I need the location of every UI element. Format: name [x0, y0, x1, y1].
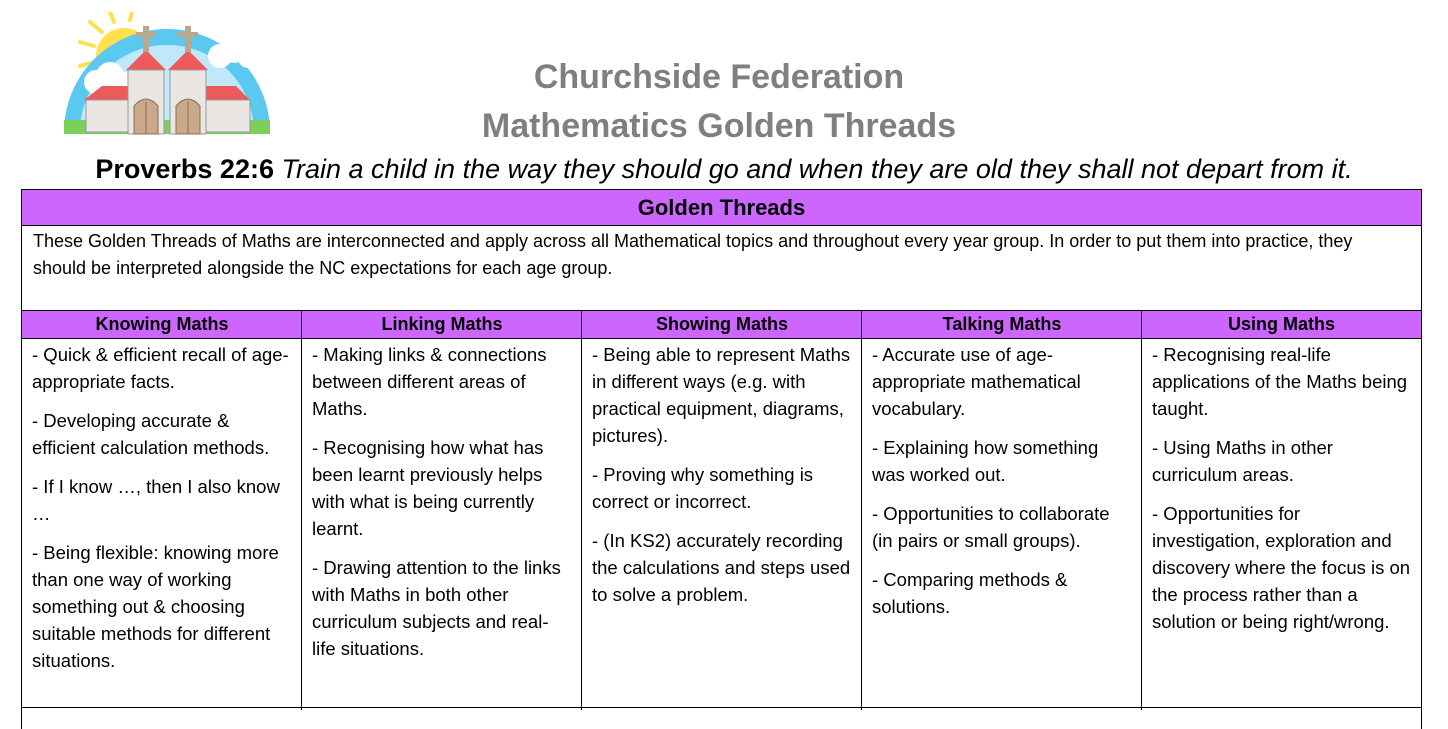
list-item: - Being flexible: knowing more than one way of working something out & choosing suitable methods for different situations. [32, 542, 279, 671]
table-intro: These Golden Threads of Maths are interconnected and apply across all Mathematical topics and throughout every year group. In order to put them into practice, they should be interpreted alongside the NC expectations for each age group. [33, 231, 1353, 278]
list-item: - Accurate use of age-appropriate mathematical vocabulary. [872, 344, 1081, 419]
list-item: - Being able to represent Maths in different ways (e.g. with practical equipment, diagrams, pictures). [592, 344, 851, 446]
column-header: Knowing Maths [22, 310, 302, 339]
column-using-maths [1141, 310, 1422, 710]
list-item: - Proving why something is correct or incorrect. [592, 464, 814, 512]
column-header: Using Maths [1142, 310, 1421, 339]
list-item: - Making links & connections between different areas of Maths. [312, 344, 547, 419]
list-item: - Opportunities to collaborate (in pairs or small groups). [872, 503, 1110, 551]
column-linking-maths [301, 310, 582, 710]
column-knowing-maths [21, 310, 302, 710]
list-item: - Recognising real-life applications of the Maths being taught. [1152, 344, 1408, 419]
table-bottom-border [21, 707, 1422, 708]
page-title-line1: Churchside Federation [533, 58, 905, 96]
list-item: - Explaining how something was worked out. [872, 437, 1099, 485]
column-header: Showing Maths [582, 310, 862, 339]
table-heading: Golden Threads [22, 190, 1421, 226]
bible-verse [0, 151, 1448, 187]
list-item: - Recognising how what has been learnt previously helps with what is being currently learnt. [312, 437, 544, 539]
column-talking-maths [861, 310, 1142, 710]
list-item: - Developing accurate & efficient calculation methods. [32, 410, 270, 458]
church-logo-icon [50, 12, 272, 136]
list-item: - Opportunities for investigation, exploration and discovery where the focus is on the process rather than a solution or being right/wrong. [1152, 503, 1411, 632]
verse-text: Train a child in the way they should go and when they are old they shall not depart from it. [281, 154, 1353, 184]
list-item: - If I know …, then I also know … [32, 476, 280, 524]
verse-reference: Proverbs 22:6 [95, 154, 274, 184]
column-header: Linking Maths [302, 310, 582, 339]
list-item: - (In KS2) accurately recording the calculations and steps used to solve a problem. [592, 530, 851, 605]
golden-threads-table [21, 189, 1422, 729]
list-item: - Comparing methods & solutions. [872, 569, 1068, 617]
list-item: - Drawing attention to the links with Maths in both other curriculum subjects and real-life situations. [312, 557, 561, 659]
page-title-line2: Mathematics Golden Threads [481, 107, 957, 145]
list-item: - Quick & efficient recall of age-appropriate facts. [32, 344, 289, 392]
column-header: Talking Maths [862, 310, 1142, 339]
list-item: - Using Maths in other curriculum areas. [1152, 437, 1333, 485]
column-showing-maths [581, 310, 862, 710]
